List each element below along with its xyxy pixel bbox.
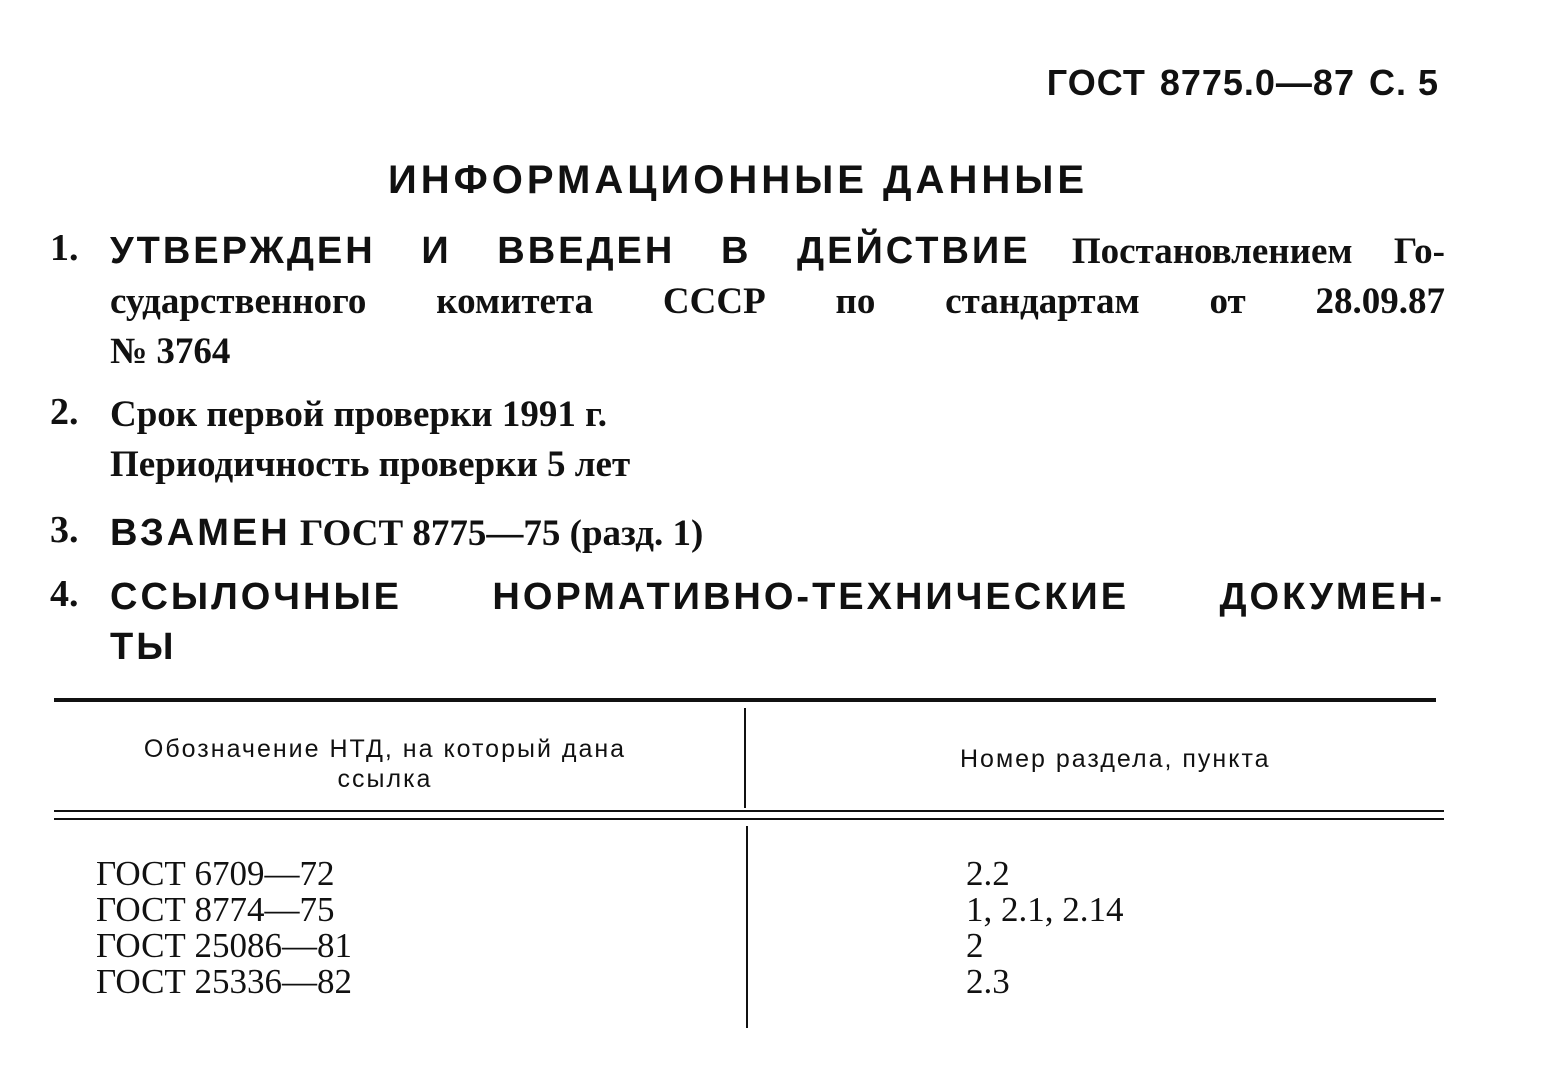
info-item-replaces: [50, 508, 1445, 559]
item-line: [110, 226, 1445, 277]
table-column-divider: [744, 708, 746, 808]
header-standard: ГОСТ: [1046, 62, 1146, 103]
item-line: ССЫЛОЧНЫЕ НОРМАТИВНО-ТЕХНИЧЕСКИЕ ДОКУМЕН-: [110, 576, 1445, 618]
table-header-section: Номер раздела, пункта: [960, 745, 1271, 773]
item-number: 3.: [50, 509, 79, 551]
table-section-column: [966, 856, 1124, 1000]
table-cell-doc: ГОСТ 8774—75: [96, 890, 335, 929]
item-number: 2.: [50, 391, 79, 433]
info-item-references: [50, 572, 1445, 672]
table-designation-column: [96, 856, 352, 1000]
table-header-rule: [54, 818, 1444, 820]
section-title: ИНФОРМАЦИОННЫЕ ДАННЫЕ: [388, 158, 1089, 202]
table-cell-ref: 2.2: [966, 854, 1010, 893]
table-cell-ref: 1, 2.1, 2.14: [966, 890, 1124, 929]
header-number: 8775.0—87: [1159, 62, 1355, 103]
item-line: № 3764: [110, 331, 231, 372]
info-item-review: [50, 390, 1445, 490]
table-cell-ref: 2.3: [966, 962, 1010, 1001]
item-line: [110, 508, 1445, 559]
table-cell-doc: ГОСТ 6709—72: [96, 854, 335, 893]
table-header-rule: [54, 810, 1444, 812]
table-cell-doc: ГОСТ 25336—82: [96, 962, 353, 1001]
item-text: ГОСТ 8775—75 (разд. 1): [299, 513, 704, 554]
table-header-designation: [80, 734, 690, 794]
item-line: Срок первой проверки 1991 г.: [110, 394, 607, 435]
table-top-rule: [54, 698, 1436, 702]
item-caps-text: УТВЕРЖДЕН И ВВЕДЕН В ДЕЙСТВИЕ: [110, 230, 1031, 272]
table-cell-doc: ГОСТ 25086—81: [96, 926, 353, 965]
item-number: 4.: [50, 573, 79, 615]
item-line: сударственного комитета СССР по стандартам от 28.09.87: [110, 281, 1445, 322]
table-column-divider: [746, 826, 748, 1028]
item-line: ТЫ: [110, 626, 177, 668]
item-caps-text: ВЗАМЕН: [110, 512, 291, 554]
info-item-approved: [50, 226, 1445, 377]
item-line: Периодичность проверки 5 лет: [110, 444, 631, 485]
header-line: ссылка: [337, 765, 433, 793]
item-number: 1.: [50, 227, 79, 269]
table-cell-ref: 2: [966, 926, 984, 965]
header-line: Обозначение НТД, на который дана: [143, 735, 627, 763]
page-header: [1047, 62, 1439, 104]
item-text: Постановлением Го-: [1071, 231, 1445, 272]
header-page: С. 5: [1368, 62, 1439, 103]
